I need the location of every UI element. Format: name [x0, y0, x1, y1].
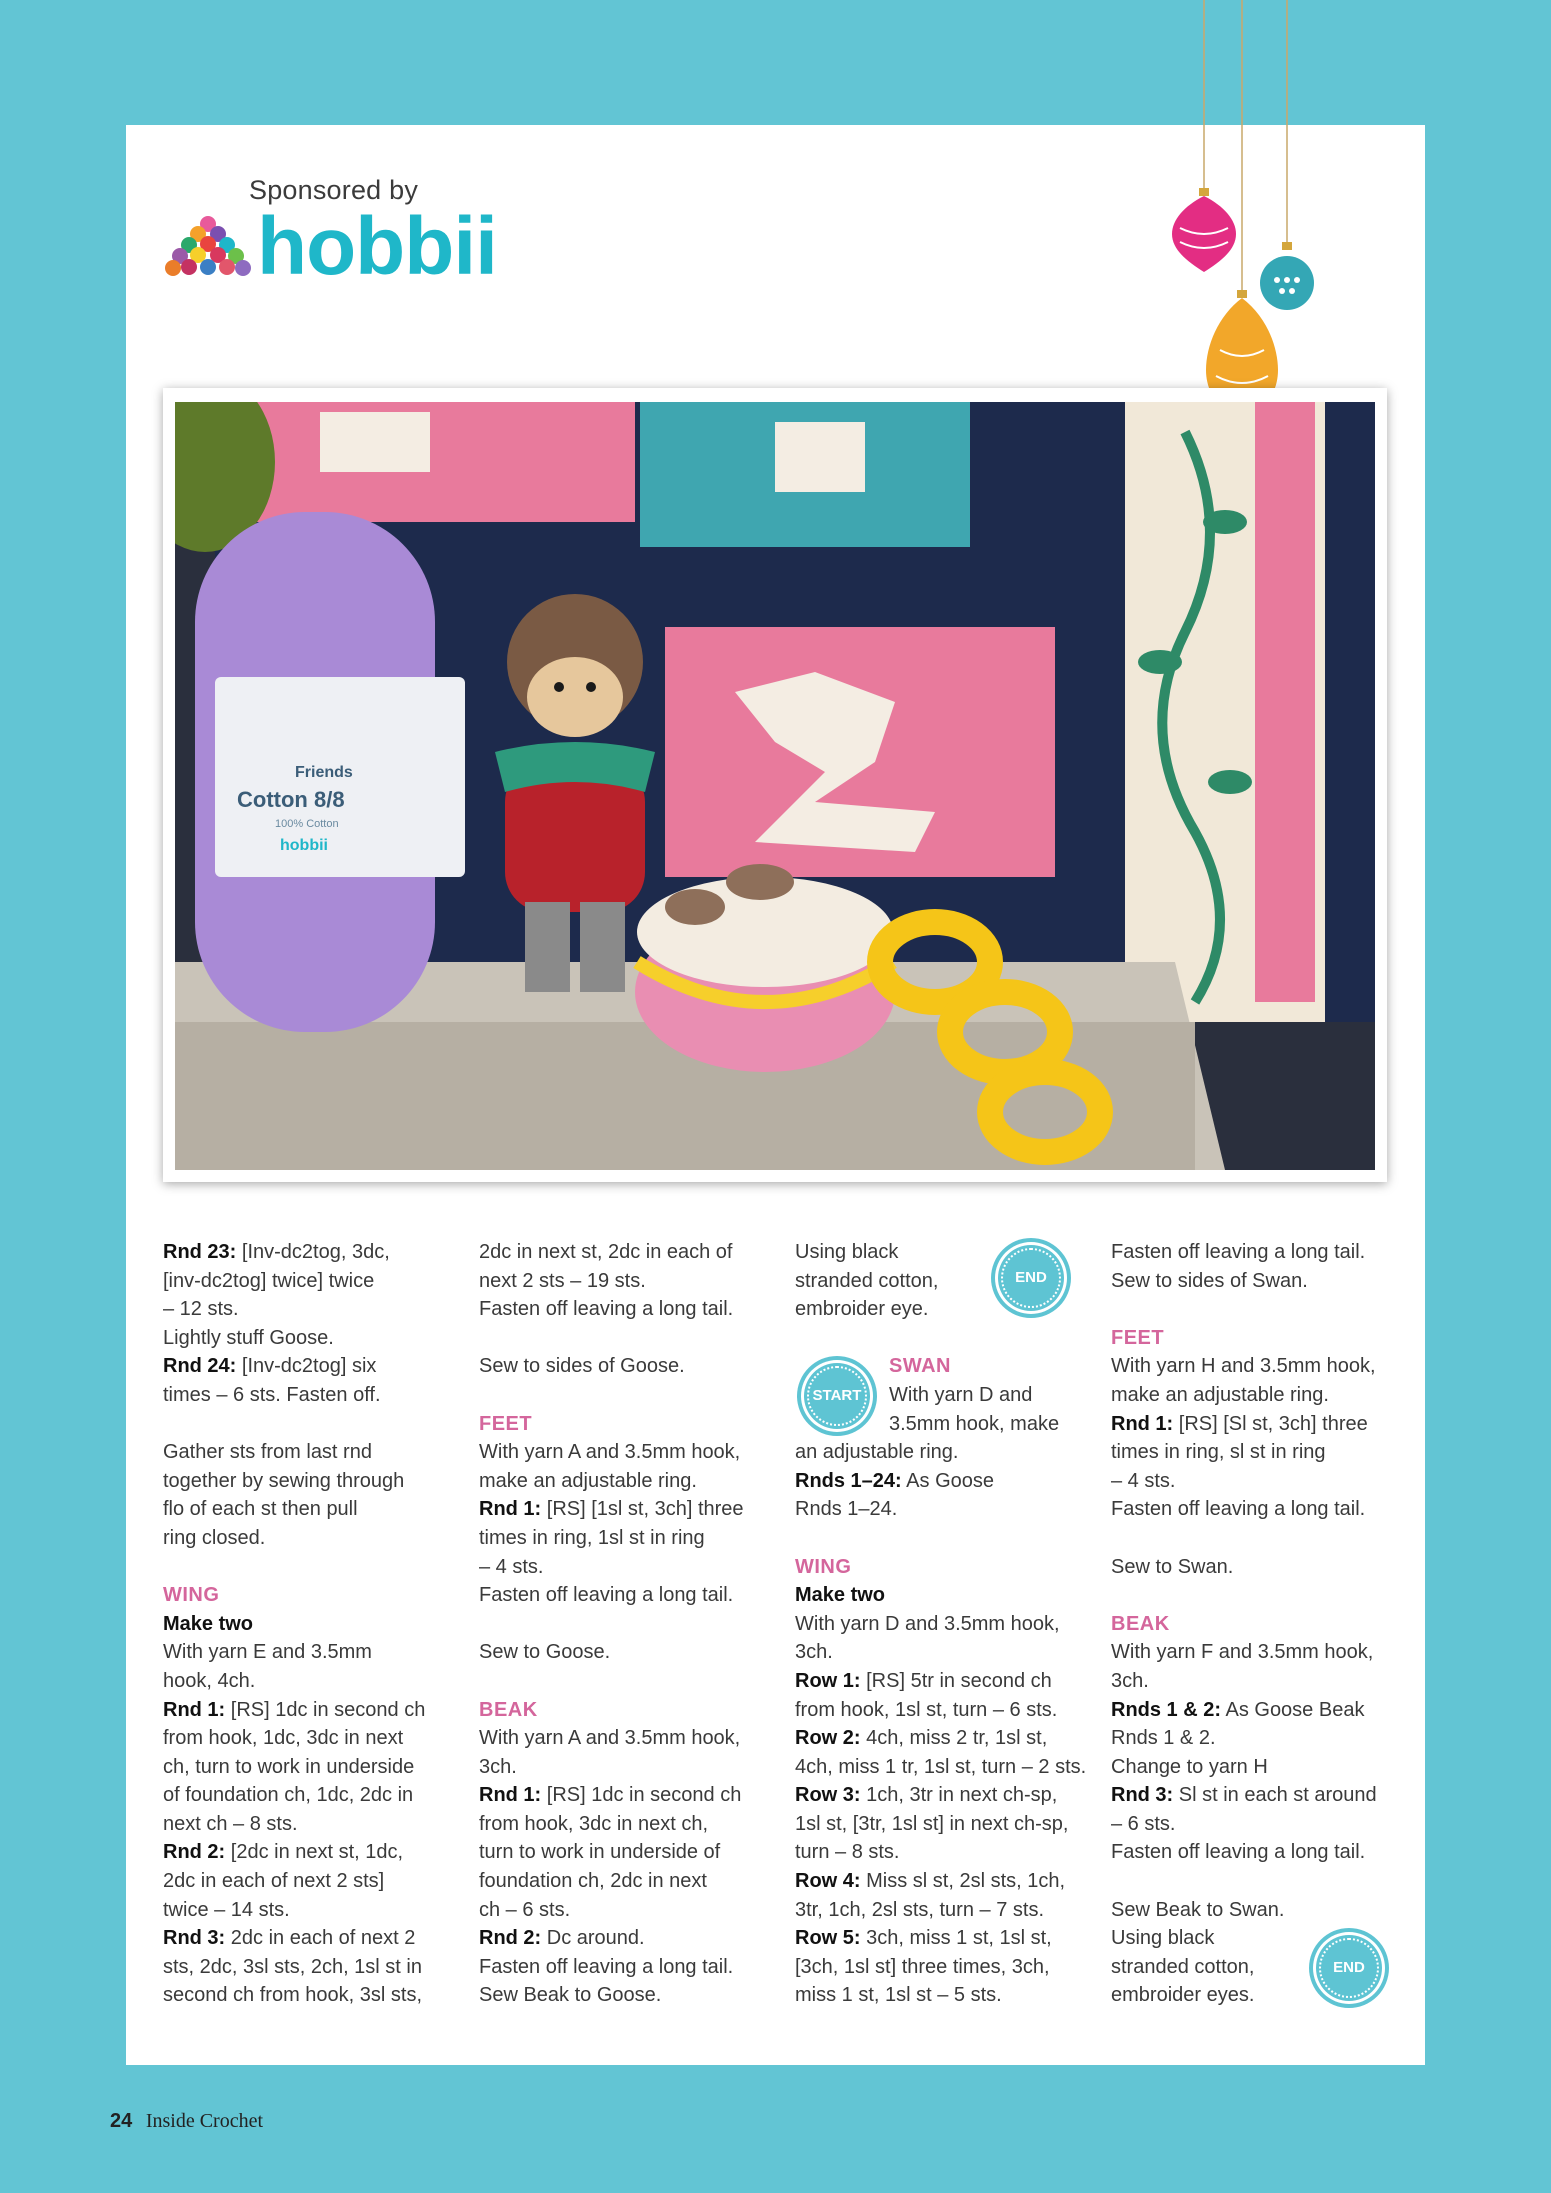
end-badge-swan: END	[1313, 1932, 1385, 2004]
page-footer	[110, 2110, 263, 2133]
sponsor-label: Sponsored by	[249, 175, 419, 205]
sponsor-block	[165, 175, 497, 292]
heading-swan: SWAN	[889, 1355, 951, 1378]
column-1: Rnd 23: [Inv-dc2tog, 3dc, [inv-dc2tog] twice] twice – 12 sts. Lightly stuff Goose. Rnd 24: [Inv-dc2tog] six times – 6 sts. Fasten off. Gather sts from last rnd together by sewing through flo of each st then pull ring closed. WING Make two With yarn E and 3.5mm hook, 4ch. Rnd 1: [RS] 1dc in second ch from hook, 1dc, 3dc in next ch, turn to work in underside of foundation ch, 1dc, 2dc in next ch – 8 sts. Rnd 2: [2dc in next st, 1dc, 2dc in each of next 2 sts] twice – 14 sts. Rnd 3: 2dc in each of next 2 sts, 2dc, 3sl sts, 2ch, 1sl st in second ch from hook, 3sl sts,	[163, 1238, 463, 2010]
heading-beak-swan: BEAK	[1111, 1612, 1170, 1635]
end-badge-goose: END	[995, 1242, 1067, 1314]
heading-wing: WING	[163, 1584, 220, 1607]
heading-feet-swan: FEET	[1111, 1326, 1165, 1349]
yarn-label-brand: hobbii	[280, 837, 328, 854]
magazine-title: Inside Crochet	[145, 2110, 263, 2132]
page-number: 24	[110, 2110, 133, 2132]
pink-bauble-icon	[1172, 188, 1236, 272]
christmas-ornaments	[1150, 0, 1350, 440]
hobbii-wordmark: hobbii	[257, 201, 497, 292]
yarn-label-fiber: 100% Cotton	[275, 818, 339, 830]
heading-beak: BEAK	[479, 1698, 538, 1721]
crochet-advent-photo	[175, 402, 1375, 1170]
teal-bauble-icon	[1260, 242, 1314, 310]
heading-wing-swan: WING	[795, 1555, 852, 1578]
photo-frame	[163, 388, 1387, 1182]
heading-feet: FEET	[479, 1412, 533, 1435]
hobbii-yarn-logo-icon	[165, 214, 251, 280]
column-3: Using black stranded cotton, embroider eye. SWAN With yarn D and 3.5mm hook, make an adjustable ring. Rnds 1–24: As Goose Rnds 1–24. WING Make two With yarn D and 3.5mm hook, 3ch. Row 1: [RS] 5tr in second ch from hook, 1sl st, turn – 6 sts. Row 2: 4ch, miss 2 tr, 1sl st, 4ch, miss 1 tr, 1sl st, turn – 2 sts. Row 3: 1ch, 3tr in next ch-sp, 1sl st, [3tr, 1sl st] in next ch-sp, turn – 8 sts. Row 4: Miss sl st, 2sl sts, 1ch, 3tr, 1ch, 2sl sts, turn – 7 sts. Row 5: 3ch, miss 1 st, 1sl st, [3ch, 1sl st] three times, 3ch, miss 1 st, 1sl st – 5 sts. END START	[795, 1238, 1101, 2010]
yarn-label-product: Cotton 8/8	[237, 787, 345, 812]
column-4: Fasten off leaving a long tail. Sew to sides of Swan. FEET With yarn H and 3.5mm hook, make an adjustable ring. Rnd 1: [RS] [Sl st, 3ch] three times in ring, sl st in ring – 4 sts. Fasten off leaving a long tail. Sew to Swan. BEAK With yarn F and 3.5mm hook, 3ch. Rnds 1 & 2: As Goose Beak Rnds 1 & 2. Change to yarn H Rnd 3: Sl st in each st around – 6 sts. Fasten off leaving a long tail. Sew Beak to Swan. Using black stranded cotton, embroider eyes. END	[1111, 1238, 1401, 2010]
column-2: 2dc in next st, 2dc in each of next 2 sts – 19 sts. Fasten off leaving a long tail. Sew to sides of Goose. FEET With yarn A and 3.5mm hook, make an adjustable ring. Rnd 1: [RS] [1sl st, 3ch] three times in ring, 1sl st in ring – 4 sts. Fasten off leaving a long tail. Sew to Goose. BEAK With yarn A and 3.5mm hook, 3ch. Rnd 1: [RS] 1dc in second ch from hook, 3dc in next ch, turn to work in underside of foundation ch, 2dc in next ch – 6 sts. Rnd 2: Dc around. Fasten off leaving a long tail. Sew Beak to Goose.	[479, 1238, 779, 2010]
yarn-label-name: Friends	[295, 764, 353, 781]
start-badge-swan: START	[801, 1360, 873, 1432]
